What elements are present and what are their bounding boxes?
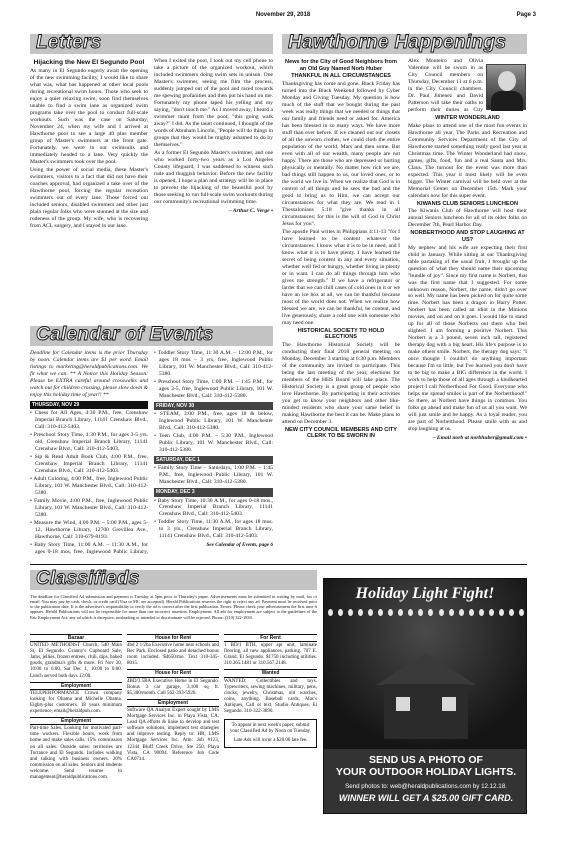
category-header: House for Rent (127, 669, 219, 677)
author-photo (486, 64, 526, 110)
article-paragraph: My nephew and his wife are expecting their first child in January. While sitting at our Thanksgiving table partaking of the usual fruit, I brought up the question of what they should name their upcoming "bundle of joy". Since my first name is Norbert, that was the first name that I suggested. For some unknown reason, Norbert, the name, didn't go over so well. My name has been picked on for quite some time. Norbert has been a dragon in Harry Potter. Norbert has been called an idiot in the Minions movies, and on and on it goes. I would like to stand up for all of those Norberts out there who feel slighted. I am forming a positive Norbert. This Norbert is a 3 pound, seven inch tall, registered therapy dog with a big heart. His life's purpose is to make others smile. Norbert, the therapy dog says: "I once thought I couldn't do anything important because I'm so little, but I've learned you don't have to be big to make a BIG difference in the world. I work to help those of all ages through a kindhearted project I call Norberthood For Good. Everyone who helps me spread smiles is part of the Norberthood!" So there, as Norbert have things in common. You folks go ahead and make fun of us all you want. We will just smile and be happy. As a loyal reader, you are part of Norberthood. Please smile with us and stop laughing at us. (408, 244, 527, 433)
calendar-banner (30, 326, 273, 346)
happenings-banner (282, 34, 527, 54)
ad-info-panel (324, 749, 527, 814)
article-paragraph: The Kiwanis Club of Hawthorne will host their annual Seniors luncheon for all of its older folks on December 7th, Pearl Harbor Day. (408, 208, 527, 229)
calendar-column-1 (30, 350, 148, 556)
classified-ad: Software QA Analyst Expert sought by LMS Mortgage Services Inc. in Playa Vista, CA. Lead QA efforts & liaise to develop and test software solutions, implement test strategies and improve testing. Reply to: HR, LMS Mortgage Services Inc. Attn: Job #123, 12344 Bluff Creek Drive, Ste 250, Playa Vista, CA 90094. Reference Job Code CA0714. (127, 707, 219, 762)
happenings-byline: News for the City of Good Neighbors from an Old Guy Named Norb Huber (285, 59, 397, 72)
calendar-intro: Deadline for Calendar items is the prior Thursday by noon. Calendar items are $1 per word. Email listings to marketing@heraldpublications.com. We fit what we can. ** A Notice this Holiday Season: Please be EXTRA careful around crosswalks and watch out for children crossing, please slow down & enjoy this holiday time of year!! ** (30, 350, 148, 398)
calendar-banner-title: Calendar of Events (36, 324, 214, 345)
calendar-event: • Preschool Story Time, 1:30 P.M., for ages 3-5 yrs. old, Crenshaw Imperial Branch Library, 11141 Crenshaw Blvd., Call: 310-412-5403. (30, 432, 148, 453)
page-number: Page 3 (516, 12, 536, 18)
category-header: Bazaar (30, 634, 122, 642)
happenings-banner-title: Hawthorne Happenings (288, 32, 507, 53)
ad-line-2: YOUR OUTDOOR HOLIDAY LIGHTS. (335, 766, 517, 778)
letter-paragraph: Using the power of social media, these Master's swimmers, visitors to a fact that did not have their coaches approval, had organized a take over of the Hawthorne pool, forcing the regular recreation swimmers out of every lane. Those forced out included seniors, disabled swimmers and other just plain regular folks who were stunned at the size and rudeness of the group. My wife, who is recovering from ACL surgery, and I stayed in our lane. (30, 166, 148, 229)
ad-prize-line: WINNER WILL GET A $25.00 GIFT CARD. (338, 793, 514, 803)
category-header: Employment (30, 717, 122, 725)
article-paragraph: Thanksgiving has come and gone. Black Friday has turned into the Black Weekend followed by Cyber Monday and Giving Tuesday. My question is how much of the stuff that we bought during the past week was really things that we needed or things that our family and friends need or asked for. America has been blessed in so many ways. We have more stuff than ever before. If we cleaned out our closets of all the unworn clothes, we could cloth the entire population of the world, Mars and then some. But even with all of our wealth, many people are not happy. There are those who are depressed or hurting physically or mentally. No matter how rich we are, bad things still happen to us, our loved ones, or to the world we live in. When we realize that God is in control of all things and he sees the bad and the good to bring us to Him, we can accept our circumstances for what they are. We read in 1 Thessalonians 5:18 "give thanks in all circumstances; for this is the will of God in Christ Jesus for you". (282, 81, 400, 227)
window-icon (442, 697, 456, 711)
calendar-event: • Family Movie, 4:00 P.M., free, Inglewood Public Library, 101 W. Manchester Blvd., Call: 310-412-5380. (30, 498, 148, 519)
calendar-event: • Adult Coloring, 4:00 P.M., free, Inglewood Public Library, 101 W. Manchester Blvd., Call: 310-412-5380. (30, 476, 148, 497)
classified-ad: Part-time Sales. Looking for motivated part-time workers. Flexible hours, work from home and make sales calls. 15% commission on all sales. Outside sales: territories are Torrance and El Segundo. Includes walking and talking with business owners. 20% commission on all sales. Seniors and students welcome. Send resume to management@heraldpublications.com. (30, 726, 122, 780)
letter-paragraph: When I exited the pool, I took out my cell phone to take a picture of the organized workout, which included swimmers doing swim sets in unison. One Master's swimmer, seeing me film the process, suddenly jumped out of the pool and raced towards me spewing profanities and then put his hand on me. Fortunately my phone taped his yelling and my saying, "don't touch me." As I moved away, I heard a swimmer taunt from the pool, "this going walk away?" I did. As the taunt continued, I thought of the words of Abraham Lincoln, "People will do things in groups that they would be mighty ashamed to do by themselves." (154, 58, 273, 148)
classified-deadline-box (224, 719, 317, 748)
calendar-event: • STEAM, 3:00 P.M., free, ages 18 & below, Inglewood Public Library, 101 W. Manchester Blvd., Call: 310-412-5380. (154, 411, 273, 432)
calendar-event: • Preschool Story Time, 1:00 P.M. – 1:45 P.M., for ages 3-5, free, Inglewood Public Library, 101 W. Manchester Blvd., Call: 310-412-5380. (154, 379, 273, 400)
classifieds-intro: The deadline for Classified Ad submission and payment is Tuesday at 5pm prior to Thursday's paper. Advertisements must be submitted in writing by mail, fax or email. You may pay by cash, check, or credit card (Visa or MC are accepted). Herald Publications reserves the right to reject any ad. Payment must be received prior to the publication date. It is the advertiser's responsibility to verify the ad is correct after the first publication. Errors: Please check your advertisement the first time it appears. Herald Publications will not be responsible for more than one incorrect insertion. Employment: All ads for employment are subject to the guidelines of the Fair Employment Act; any ad which is deceptive, misleading or intended to discriminate will be rejected. Phone: (310) 322-1830. (30, 594, 317, 620)
holiday-light-fight-ad[interactable] (323, 578, 527, 814)
calendar-event: • Baby Story Time, 10:30 A.M., for ages 0-18 mos., Crenshaw Imperial Branch Library, 11141 Crenshaw Blvd., Call: 310-412-5403. (154, 498, 273, 519)
section-heading: NORBERTHOOD AND STOP LAUGHING AT US? (410, 230, 525, 243)
letters-banner-title: Letters (36, 32, 102, 53)
classified-ad: 1 BD/1 BTH, upper apt unit, laminate flooring, all new appliances, parking. 707 E. Grand, El Segundo. $1750 including utilities. 310.365.1481 or 310.567.2148. (224, 643, 317, 667)
calendar-event: • Family Story Time – Saturdays, 1:00 P.M. – 1:45 P.M., free, Inglewood Public Library, 101 W. Manchester Blvd., Call: 310-412-5380. (154, 465, 273, 486)
section-heading: KIWANIS CLUB SENIORS LUNCHEON (416, 200, 518, 207)
calendar-event: • Teen Club, 4:00 P.M. – 5:30 P.M., Inglewood Public Library, 101 W. Manchester Blvd., Call: 310-412-5380. (154, 433, 273, 454)
ad-submission-email[interactable]: Send photos to: web@heraldpublications.com by 12.12.18. (345, 783, 507, 790)
category-header: Employment (30, 682, 122, 690)
classifieds-column-2 (127, 632, 219, 818)
calendar-day-header: THURSDAY, NOV 29 (30, 401, 148, 409)
calendar-continued: See Calendar of Events, page 6 (206, 542, 273, 549)
category-header: House for Rent (127, 634, 219, 642)
classifieds-intro-block (30, 594, 317, 630)
classified-ad: 4BD/3.5BA Executive Home in El Segundo. Bonus 3 car garage, 3,100 sq ft. $5,300/month. Call 562-393-5926. (127, 678, 219, 696)
house-icon (384, 684, 468, 739)
author-face (498, 71, 516, 91)
classifieds-banner (30, 570, 317, 590)
letter-paragraph: As many in El Segundo eagerly await the opening of the new swimming facility, I would like to share what was, what has happened at other local pools during recreational swim hours. Those who seek to enjoy a quiet relaxing swim, soon find themselves unable to find a swim lane as organized swim programs take over the pool to conduct full-scale workouts. Such was the case on Saturday, November 24, when my wife and I arrived at Hawthorne pool to see a large 40 plus member group of Master's swimmers at the front gate. Fortunately, we were in our swimsuits and immediately headed to a lane. Very quickly the Master's swimmers took over the pool. (30, 67, 148, 165)
page-header (30, 12, 536, 22)
category-header: For Rent (224, 634, 317, 642)
letters-column-1 (30, 58, 148, 320)
letter-title: Hijacking the New El Segundo Pool (33, 59, 145, 66)
house-roof-icon (376, 653, 476, 685)
author-suit (491, 91, 523, 111)
article-paragraph: The apostle Paul writes in Philippians 4:11-13 "for I have learned to be content whatever the circumstances. I know what it is to be in need, and I know what it is to have plenty. I have learned the secret of being content in any and every situation, whether well fed or hungry, whether living in plenty or in want. I can do all things through him who gives me strength." If we have a refrigerator or larder that we can chill cases of cold ones in it or we have an ice box at all, we can be thankful because most of the world does not. When we realize how blessed we are, we can be thankful, be content, and live generously, share a cold one with someone who may need one. (282, 228, 400, 326)
article-paragraph: The Hawthorne Historical Society will be conducting their final 2018 general meeting on Monday, December 3 starting at 6:30 p.m. Members of the community are invited to participate. This being the last meeting of the year, elections for members of the HHS Board will take place. The Historical Society is a great group of people who love Hawthorne. By participating in their activities you get to know your neighbors and other like-minded residents who share your same belief in making Hawthorne the best it can be. Make plans to attend on December 3. (282, 341, 400, 425)
letter-signature: – Arthur C. Verge • (228, 207, 273, 214)
happenings-column-2 (408, 114, 527, 562)
late-fee-note: Late Ads will incur a $20.00 late fee. (233, 738, 308, 744)
section-divider (30, 564, 527, 565)
calendar-event: • Toddler Story Time, 11:30 A.M. – 12:00 P.M., for ages 18 mos – 3 yrs, free, Inglewood Public Library, 101 W. Manchester Blvd., Call: 310-412-5380. (154, 350, 273, 378)
classified-ad: TELEPERFORMANCE Crown company looking for Obama and Michelle Obama. Eighty-plus customers. 18 years minimum experience, email@heraldpub.com. (30, 690, 122, 715)
letters-banner (30, 34, 273, 54)
section-heading: HISTORICAL SOCIETY TO HOLD ELECTIONS (297, 327, 385, 341)
classifieds-column-3 (224, 632, 317, 818)
window-icon (396, 697, 410, 711)
calendar-event: • Chess for All Ages, 4:30 P.M., free, Crenshaw Imperial Branch Library, 11141 Crenshaw Blvd., Call: 310-412-5403. (30, 410, 148, 431)
classified-ad: 4bd 2 1/2ba Executive home near schools and Rec Park. Enclosed patio and detached bonus room included. $4650/mo. Text 310-345-8015. (127, 643, 219, 667)
article-signoff: – Email norb at norbhuber@gmail.com • (432, 435, 527, 442)
calendar-event: • Toddler Story Time, 11:30 A.M., for ages 18 mos. to 3 yrs., Crenshaw Imperial Branch Library, 11141 Crenshaw Blvd., Call: 310-412-5403. (154, 519, 273, 540)
classifieds-column-1 (30, 632, 122, 818)
ad-title: Holiday Light Fight! (355, 585, 495, 602)
calendar-day-header: FRIDAY, NOV 30 (154, 402, 273, 410)
classified-ad: UNITED METHODIST Church, 540 Main St, El Segundo. Granny's Cupboard Sale, Jams, jellies, frozen entrees, chili, dips, baked goods, grandma's gifts & more. Fri Nov 30, 10:00 to 6:00, Sat Dec 1, 10:00 to 6:00. Lunch served both days 12:00. (30, 643, 122, 679)
section-heading: NEW CITY COUNCIL MEMBERS AND CITY CLERK TO BE SWORN IN (284, 426, 398, 440)
classifieds-banner-title: Classifieds (36, 568, 140, 589)
happenings-column-1 (282, 58, 400, 562)
article-paragraph: Make plans to attend one of the most fun events in Hawthorne all year. The Parks and Recreation and Community Services Department of the City of Hawthorne started something really good last year at Christmas time. The Winter Wonderland had snow, games, gifts, food, fun and a real Santa and Mrs. Claus. The turnout for the event was more than expected. This year it most likely will be even bigger. The Winter carnival will be held over at the Memorial Center on December 15th. Mark your calendars now for this super event. (408, 122, 527, 199)
section-heading: THANKFUL IN ALL CIRCUMSTANCES (291, 73, 391, 80)
calendar-event: • Baby Story Time, 11:00 A.M. – 11:30 A.M., for ages 0-18 mos, free, Inglewood Public Library, (30, 542, 148, 556)
calendar-event: • Measure the Wind, 4:00 P.M. – 5:00 P.M., ages 5-12, Hawthorne Library, 12700 Grevillea Ave., Hawthorne, Call: 310-679-8193. (30, 520, 148, 541)
category-header: Employment (127, 699, 219, 707)
string-lights-icon (328, 609, 524, 617)
calendar-column-2 (154, 350, 273, 556)
issue-date: November 29, 2018 (255, 12, 311, 18)
letters-column-2 (154, 58, 273, 320)
letter-paragraph: As a former El Segundo Master's swimmer, and one who worked forty-two years as a Los Angeles County lifeguard, I was saddened to witness such rude and thuggish behavior. Before the new facility is opened, I hope a plan and strategy will be in place to prevent the hijacking of the beautiful pool by those seeking to run full-scale swim workouts during our community's recreational swimming time. (154, 149, 273, 205)
category-header: Wanted (224, 669, 317, 677)
deadline-note: To appear in next week's paper, submit your Classified Ad by Noon on Tuesday. (229, 723, 312, 735)
ad-line-1: SEND US A PHOTO OF (369, 754, 483, 766)
calendar-day-header: MONDAY, DEC 3 (154, 488, 273, 496)
section-heading: WINTER WONDERLAND (435, 115, 500, 121)
happenings-column-2-top (408, 58, 483, 112)
article-paragraph: Alex Monteiro and Olivia Valentine will be sworn in as City Council members on Thursday, December 11 at 6 p.m. in the City Council chambers. Dr. Paul Jimenez and David Patterson will take their oaths to perform their duties as City (408, 58, 483, 112)
calendar-event: • Sip & Read Adult Book Club, 4:00 P.M., free, Crenshaw Imperial Branch Library, 11141 Crenshaw Blvd., Call: 310-412-5403. (30, 454, 148, 475)
classified-ad: WANTED: Collectibles and toys. Typewriters, sewing machines, military, pens, clocks, jewelry, Christmas, old watches, coins, anything. Baseball cards, Mac's Antiques, Call or text, Studio Antiques, El Segundo. 310-322-3896. (224, 678, 317, 715)
calendar-day-header: SATURDAY, DEC 1 (154, 456, 273, 464)
